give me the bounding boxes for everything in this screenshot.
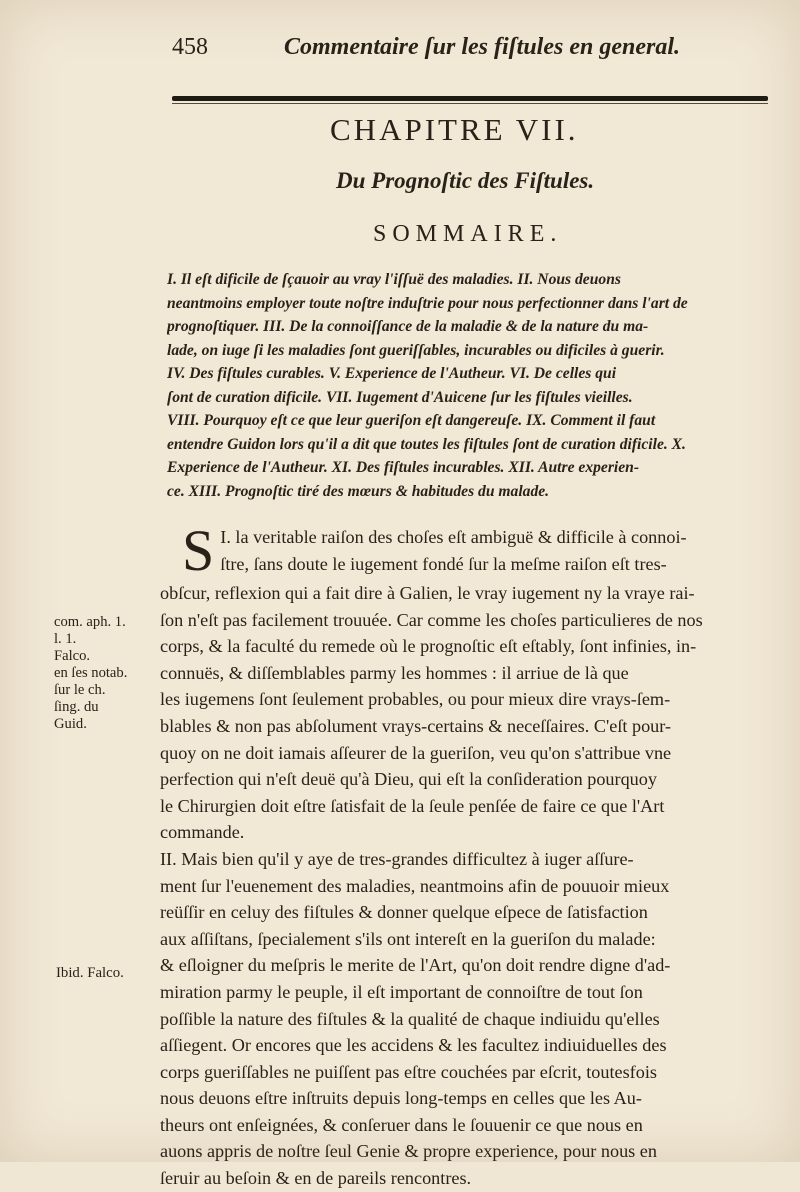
- body-line: ſtre, ſans doute le iugement fondé ſur la meſme raiſon eſt tres-: [220, 553, 667, 574]
- body-line: miration parmy le peuple, il eſt important de connoiſtre de tout ſon: [160, 981, 643, 1002]
- body-line: les iugemens ſont ſeulement probables, ou pour mieux dire vrays-ſem-: [160, 689, 671, 710]
- margin-note-line: Guid.: [54, 716, 87, 732]
- summary-line: Experience de l'Autheur. XI. Des fiſtules incurables. XII. Autre experien-: [167, 459, 640, 476]
- margin-note-line: en ſes notab.: [54, 665, 128, 681]
- summary-line: prognoſtiquer. III. De la connoiſſance de la maladie & de la nature du ma-: [167, 318, 649, 335]
- header-rule: [172, 96, 768, 101]
- summary-line: neantmoins employer toute noſtre induſtrie pour nous perfectionner dans l'art de: [167, 294, 688, 312]
- body-line: reüſſir en celuy des fiſtules & donner quelque eſpece de ſatisfaction: [160, 902, 648, 923]
- running-title: Commentaire ſur les fiſtules en general.: [284, 34, 680, 60]
- body-line: obſcur, reflexion qui a fait dire à Galien, le vray iugement ny la vraye rai-: [160, 583, 695, 603]
- body-line: quoy on ne doit iamais aſſeurer de la gueriſon, veu qu'on s'attribue vne: [160, 742, 672, 763]
- summary-line: VIII. Pourquoy eſt ce que leur gueriſon eſt dangereuſe. IX. Comment il faut: [167, 412, 656, 429]
- summary-line: ſont de curation dificile. VII. Iugement d'Auicene ſur les fiſtules vieilles.: [167, 388, 633, 406]
- chapter-summary: [167, 268, 767, 503]
- margin-note-line: ſing. du: [54, 699, 99, 715]
- body-line: auons appris de noſtre ſeul Genie & propre experience, pour nous en: [160, 1141, 657, 1162]
- summary-line: lade, on iuge ſi les maladies ſont gueriſſables, incurables ou dificiles à guerir.: [167, 341, 665, 359]
- margin-note-line: com. aph. 1.: [54, 614, 126, 630]
- body-line: II. Mais bien qu'il y aye de tres-grandes difficultez à iuger aſſure-: [160, 848, 634, 869]
- body-line: nous deuons eſtre inſtruits depuis long-temps en celles que les Au-: [160, 1088, 642, 1109]
- body-line: corps gueriſſables ne puiſſent pas eſtre couchées par eſcrit, toutesfois: [160, 1061, 657, 1082]
- body-line: ſon n'eſt pas facilement trouuée. Car comme les choſes particulieres de nos: [160, 609, 703, 630]
- body-line: & eſloigner du meſpris le merite de l'Art, qu'on doit rendre digne d'ad-: [160, 955, 671, 976]
- body-line: ſeruir au beſoin & en de pareils rencontres.: [160, 1168, 472, 1189]
- margin-note-line: Falco.: [54, 648, 91, 664]
- margin-note-line: l. 1.: [54, 631, 77, 647]
- body-line: perfection qui n'eſt deuë qu'à Dieu, qui eſt la conſideration pourquoy: [160, 769, 657, 790]
- first-paragraph-opening: [160, 524, 772, 580]
- margin-note-line: ſur le ch.: [54, 682, 106, 698]
- body-line: aux aſſiſtans, ſpecialement s'ils ont intereſt en la gueriſon du malade:: [160, 928, 656, 949]
- body-line: theurs ont enſeignées, & conſeruer dans le ſouuenir ce que nous en: [160, 1114, 643, 1135]
- page-number: 458: [172, 34, 208, 60]
- body-text: [160, 524, 772, 1192]
- running-header: [172, 34, 732, 68]
- body-line: connuës, & diſſemblables parmy les hommes : il arriue de là que: [160, 662, 629, 683]
- summary-line: ce. XIII. Prognoſtic tiré des mœurs & habitudes du malade.: [167, 482, 550, 500]
- body-line: aſſiegent. Or encores que les accidens & les facultez indiuiduelles des: [160, 1035, 667, 1056]
- drop-cap: S: [182, 524, 215, 580]
- body-line: poſſible la nature des fiſtules & la qualité de chaque indiuidu qu'elles: [160, 1008, 660, 1029]
- margin-notes: [54, 614, 164, 733]
- margin-note-ibid: Ibid. Falco.: [56, 965, 124, 981]
- body-line: blables & non pas abſolument vrays-certains & neceſſaires. C'eſt pour-: [160, 715, 671, 736]
- summary-line: entendre Guidon lors qu'il a dit que toutes les fiſtules ſont de curation dificile. X.: [167, 435, 686, 453]
- header-rule-thin: [172, 103, 768, 104]
- body-line: I. la veritable raiſon des choſes eſt ambiguë & difficile à connoi-: [220, 527, 687, 547]
- summary-line: I. Il eſt dificile de ſçauoir au vray l'iſſuë des maladies. II. Nous deuons: [167, 271, 621, 288]
- body-line: le Chirurgien doit eſtre ſatisfait de la ſeule penſée de faire ce que l'Art: [160, 795, 665, 816]
- body-line: ment ſur l'euenement des maladies, neantmoins afin de pouuoir mieux: [160, 875, 670, 896]
- chapter-title: CHAPITRE VII.: [330, 112, 579, 147]
- summary-line: IV. Des fiſtules curables. V. Experience de l'Autheur. VI. De celles qui: [167, 365, 617, 382]
- sommaire-heading: SOMMAIRE.: [373, 221, 563, 247]
- body-line: corps, & la faculté du remede où le prognoſtic eſt eſtably, ſont infinies, in-: [160, 636, 697, 657]
- chapter-subtitle: Du Prognoſtic des Fiſtules.: [336, 168, 595, 193]
- body-line: commande.: [160, 822, 245, 843]
